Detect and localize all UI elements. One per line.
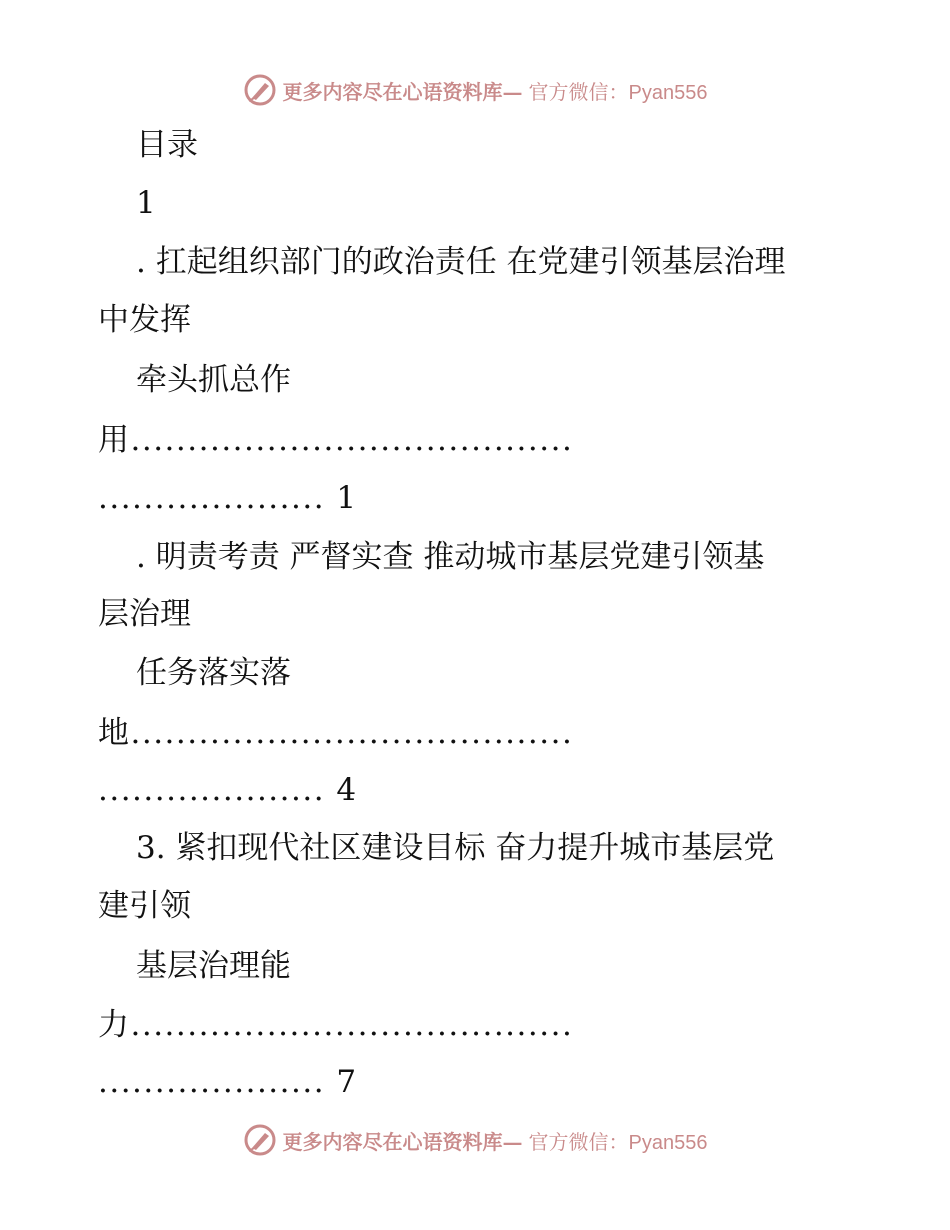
toc-entry-3-line-2: 建引领	[98, 888, 191, 924]
pen-seal-logo-icon	[243, 1123, 277, 1157]
toc-entry-1-line-1: . 扛起组织部门的政治责任 在党建引领基层治理	[136, 244, 786, 280]
toc-heading: 目录	[136, 127, 198, 163]
watermark-wechat: 官方微信：Pyan556	[528, 1131, 708, 1154]
toc-number: 1	[136, 185, 156, 221]
toc-entry-2-page: .................... 4	[98, 772, 358, 808]
watermark-wechat: 官方微信：Pyan556	[528, 81, 708, 104]
toc-entry-1-line-2: 中发挥	[98, 302, 191, 338]
toc-entry-2-leader: 地.......................................	[98, 715, 574, 751]
header-watermark	[0, 70, 950, 110]
toc-entry-1-leader: 用.......................................	[98, 422, 574, 458]
toc-entry-3-page: .................... 7	[98, 1064, 358, 1100]
footer-watermark	[0, 1120, 950, 1160]
toc-entry-2-line-3: 任务落实落	[136, 655, 291, 691]
toc-entry-2-line-1: . 明责考责 严督实查 推动城市基层党建引领基	[136, 539, 765, 575]
toc-entry-3-line-3: 基层治理能	[136, 948, 291, 984]
toc-entry-3-leader: 力.......................................	[98, 1007, 574, 1043]
toc-entry-2-line-2: 层治理	[98, 596, 191, 632]
watermark-text: 更多内容尽在心语资料库—	[282, 1129, 523, 1154]
toc-entry-3-line-1: 3. 紧扣现代社区建设目标 奋力提升城市基层党	[136, 830, 775, 866]
watermark-text: 更多内容尽在心语资料库—	[282, 79, 523, 104]
toc-entry-1-page: .................... 1	[98, 480, 358, 516]
pen-seal-logo-icon	[243, 73, 277, 107]
toc-entry-1-line-3: 牵头抓总作	[136, 362, 291, 398]
